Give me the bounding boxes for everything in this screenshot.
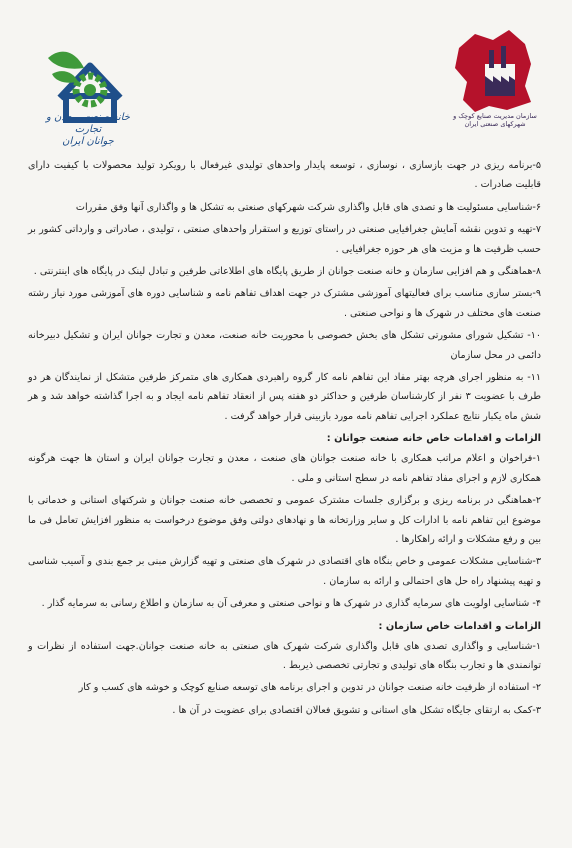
list-item: ۳-کمک به ارتقای جایگاه تشکل های استانی و تشویق فعالان اقتصادی برای عضویت در آن ها .: [172, 704, 541, 716]
list-item: ۸-هماهنگی و هم افزایی سازمان و خانه صنعت جوانان از طریق پایگاه های اطلاعاتی طرفین و تبادل لینک در پایگاه های اینترنتی .: [33, 266, 541, 278]
list-item: ۲-هماهنگی در برنامه ریزی و برگزاری جلسات مشترک عمومی و تخصصی خانه صنعت جوانان و شرکتهای استانی و خدماتی با موضوع این تفاهم نامه با ادارات کل و سایر وزارتخانه ها و نهادهای دولتی وفق موضوع درخواست به منظور افزایش تعامل فی ما بین و رفع مشکلات و ارائه راهکارها .: [28, 495, 541, 545]
list-item: ۷-تهیه و تدوین نقشه آمایش جغرافیایی صنعتی در راستای توزیع و استقرار واحدهای صنعتی ، تولیدی ، صادراتی و وارداتی کشور بر حسب ظرفیت ها و مزیت های هر حوزه جغرافیایی .: [28, 224, 541, 255]
list-item: ۱۰- تشکیل شورای مشورتی تشکل های بخش خصوصی با محوریت خانه صنعت، معدن و تجارت جوانان ایران و تشکیل دبیرخانه دائمی در محل سازمان: [28, 330, 541, 361]
list-item: ۱-شناسایی و واگذاری تصدی های قابل واگذاری شرکت شهرک های صنعتی به خانه صنعت جوانان.جهت استفاده از نظرات و توانمندی ها و تجارب بنگاه های تولیدی و تجارتی تخصصی ذیربط .: [28, 640, 541, 671]
list-item: ۳-شناسایی مشکلات عمومی و خاص بنگاه های اقتصادی در شهرک های صنعتی و تهیه گزارش مبنی بر جمع بندی و آسیب شناسی و تهیه پیشنهاد راه حل های احتمالی و ارائه به سازمان .: [28, 556, 541, 587]
section-heading-youth-house: الزامات و اقدامات خاص خانه صنعت جوانان :: [326, 433, 541, 445]
list-item: ۶-شناسایی مسئولیت ها و تصدی های قابل واگذاری شرکت شهرکهای صنعتی به تشکل ها و واگذاری آنها وفق مقررات: [75, 201, 541, 213]
list-item: ۱۱- به منظور اجرای هرچه بهتر مفاد این تفاهم نامه کار گروه راهبردی همکاری های متمرکز طرفین متشکل از نمایندگان هر دو طرف با عضویت ۳ نفر از کارشناسان طرفین و حداکثر دو هفته پس از انعقاد تفاهم نامه ایجاد و به اجرا گذاشته خواهد شد و هر شش ماه یکبار نتایج عملکرد اجرایی تفاهم نامه مورد بازبینی قرار خواهد گرفت .: [28, 372, 541, 422]
document-body: [28, 156, 541, 723]
list-item: ۲- استفاده از ظرفیت خانه صنعت جوانان در تدوین و اجرای برنامه های توسعه صنایع کوچک و خوشه های کسب و کار: [78, 682, 541, 694]
list-item: ۹-بستر سازی مناسب برای فعالیتهای آموزشی مشترک در جهت اهداف تفاهم نامه و شناسایی دوره های آموزشی مورد نیاز رشته صنعت های مختلف در شهرک ها و نواحی صنعتی .: [28, 288, 541, 319]
left-logo-caption-line2: جوانان ایران: [62, 136, 114, 147]
list-item: ۴- شناسایی اولویت های سرمایه گذاری در شهرک ها و نواحی صنعتی و معرفی آن به سازمان و اطلاع رسانی به سرمایه گذار .: [41, 598, 541, 610]
left-logo-caption-line1: خانه صنعت، معدن و تجارت: [46, 112, 130, 135]
left-logo-caption: [40, 112, 136, 148]
list-item: ۱-فراخوان و اعلام مراتب همکاری با خانه صنعت جوانان های صنعت ، معدن و تجارت جوانان ایران و استان ها جهت هرگونه همکاری لازم و اجرای مفاد تفاهم نامه در سطح استانی و ملی .: [28, 453, 541, 484]
right-logo-caption: سازمان مدیریت صنایع کوچک و شهرکهای صنعتی ایران: [453, 112, 537, 128]
section-heading-organization: الزامات و اقدامات خاص سازمان :: [378, 620, 541, 632]
list-item: ۵-برنامه ریزی در جهت بازسازی ، نوسازی ، توسعه پایدار واحدهای تولیدی غیرفعال با رویکرد تولید محصولات با کیفیت دارای قابلیت صادرات .: [28, 160, 541, 191]
